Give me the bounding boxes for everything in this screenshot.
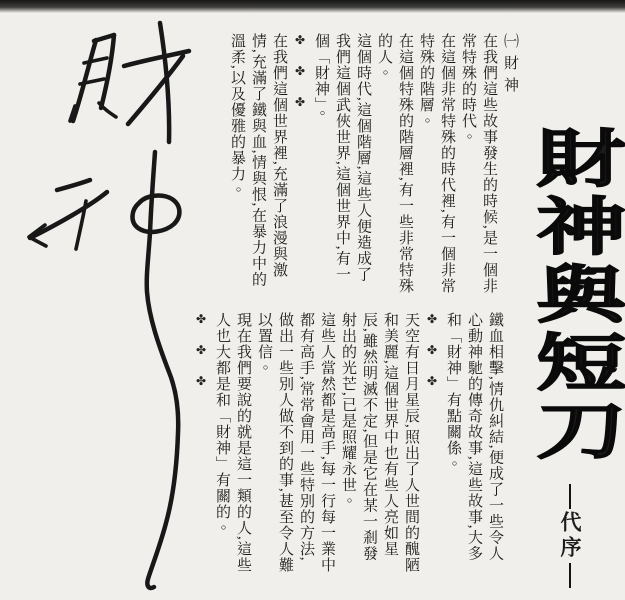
ornament-divider: ✤✤✤	[194, 312, 208, 405]
subtitle-text: 代序	[558, 511, 582, 561]
section-heading: ㈠財神	[502, 33, 518, 99]
paragraph: 這些人當然都是高手,每一行每一業中都有高手,常常會用一些特別的方法,做出一些別人做不到的事,甚至令人難以置信。	[256, 312, 335, 573]
lower-text-block	[190, 312, 505, 575]
book-title: 財神與短刀	[522, 126, 622, 466]
ornament-divider: ✤✤✤	[425, 312, 439, 405]
paragraph: 現在我們要說的就是這一類的人,這些人也大都是和「財神」有關的。	[214, 312, 251, 573]
upper-text-block	[226, 33, 520, 296]
ornament-divider: ✤✤✤	[293, 33, 307, 126]
paragraph: 在我們這些故事發生的時候,是一個非常特殊的時代。	[460, 33, 497, 294]
paragraph: 在我們這個世界裡,充滿了浪漫與激情,充滿了鐵與血,情與恨,在暴力中的溫柔,以及優雅的暴力。	[229, 33, 287, 288]
paragraph: 在這個特殊的階層裡,有一些非常特殊的人。	[376, 33, 413, 294]
paragraph: 在這個非常特殊的時代裡,有一個非常特殊的階層。	[418, 33, 455, 294]
paragraph: 這個時代,這個階層,這些人便造成了我們這個武俠世界,這個世界中,有一個「財神」。	[313, 33, 371, 283]
paragraph: 天空有日月星辰,照出了人世間的醜陋和美麗,這個世界中也有些人亮如星辰,雖然明滅不定,但是它在某一剎發射出的光芒,已是照耀永世。	[340, 312, 419, 573]
subtitle-dash-bottom	[569, 563, 572, 588]
subtitle-block	[553, 482, 587, 590]
subtitle-dash-top	[569, 484, 572, 509]
paragraph: 鐵血相擊,情仇糾結,便成了一些令人心動神馳的傳奇故事,這些故事,大多和「財神」有點關係。	[445, 312, 503, 562]
